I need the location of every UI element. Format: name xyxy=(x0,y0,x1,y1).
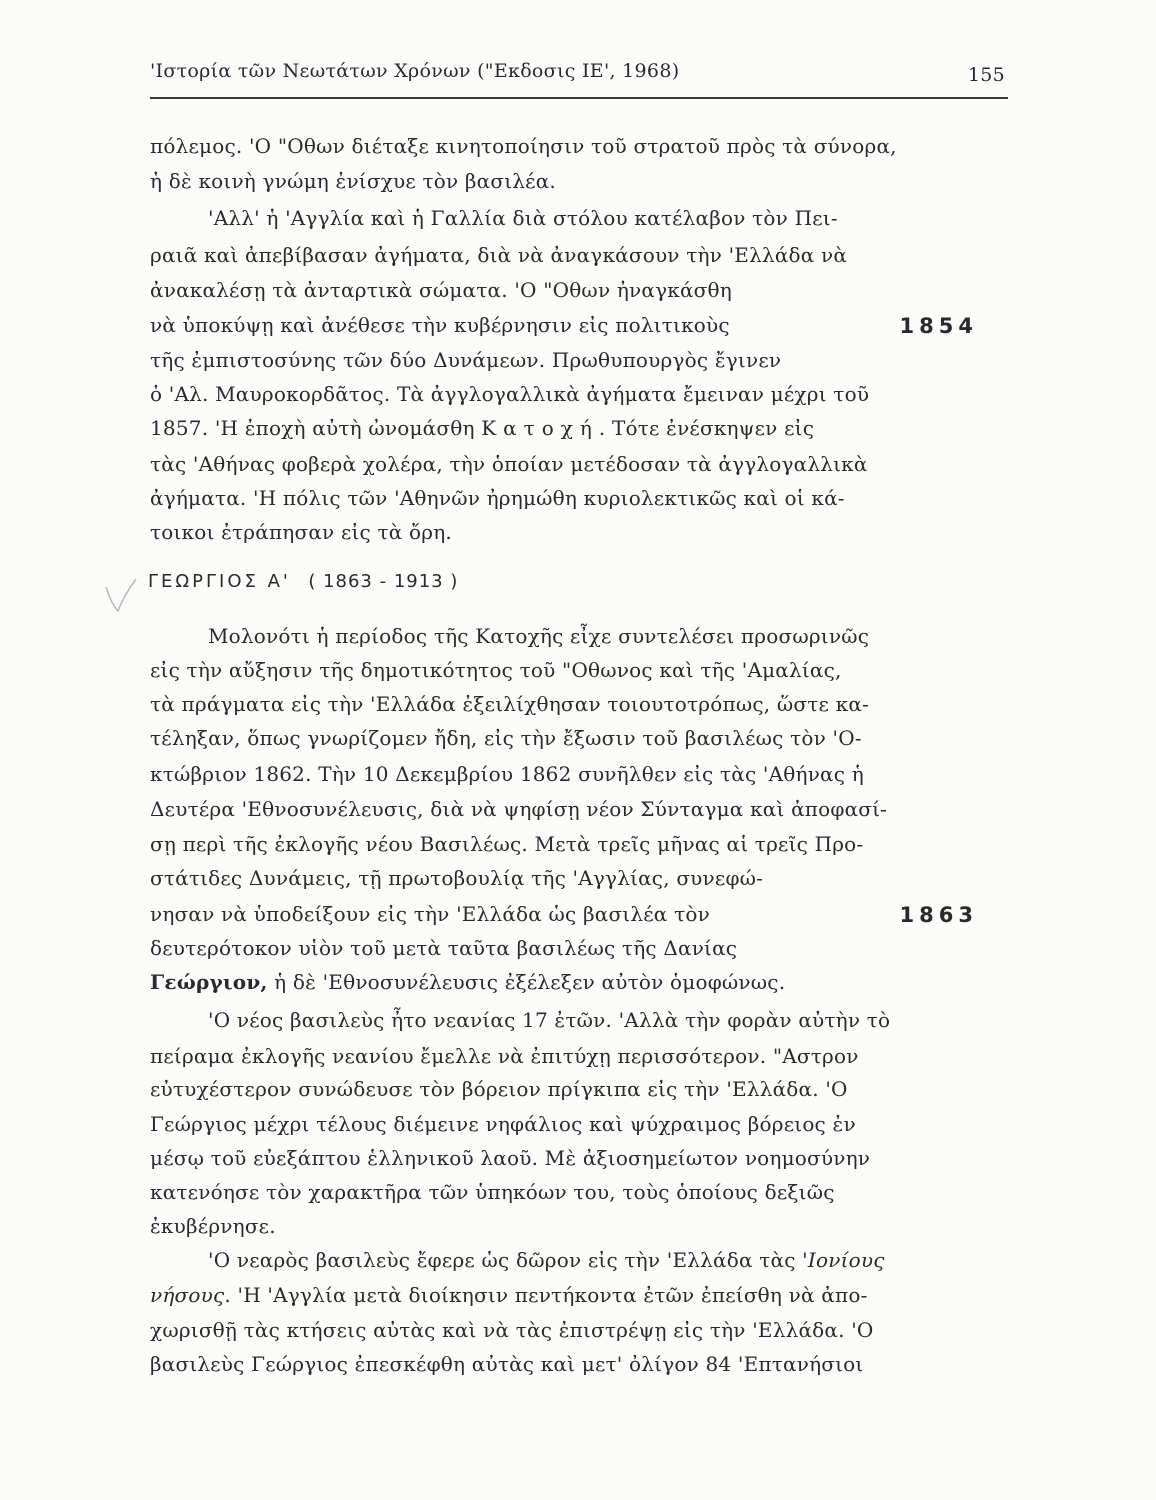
text-line-katoxi xyxy=(150,414,814,442)
pencil-check-mark-icon xyxy=(100,575,140,615)
text-run: 'Ο νεαρὸς βασιλεὺς ἔφερε ὡς δῶρον εἰς τὴν 'Ελλάδα τὰς xyxy=(208,1248,803,1272)
section-heading xyxy=(148,571,458,592)
text-line: νὰ ὑποκύψῃ καὶ ἀνέθεσε τὴν κυβέρνησιν εἰς πολιτικοὺς xyxy=(150,313,730,337)
bold-name-georgion: Γεώργιον, xyxy=(150,970,268,994)
text-run: . Τότε ἐνέσκηψεν εἰς xyxy=(598,416,815,440)
text-line: εὐτυχέστερον συνώδευσε τὸν βόρειον πρίγκιπα εἰς τὴν 'Ελλάδα. 'Ο xyxy=(150,1077,848,1101)
text-line: 'Αλλ' ἡ 'Αγγλία καὶ ἡ Γαλλία διὰ στόλου κατέλαβον τὸν Πει- xyxy=(208,206,838,230)
text-run: ἡ δὲ 'Εθνοσυνέλευσις ἐξέλεξεν αὐτὸν ὁμοφώνως. xyxy=(267,970,786,994)
text-line: εἰς τὴν αὔξησιν τῆς δημοτικότητος τοῦ "Οθωνος καὶ τῆς 'Αμαλίας, xyxy=(150,658,842,682)
section-title: ΓΕΩΡΓΙΟΣ Α' xyxy=(148,571,291,592)
text-line: 'Ο νέος βασιλεὺς ἦτο νεανίας 17 ἐτῶν. 'Αλλὰ τὴν φορὰν αὐτὴν τὸ xyxy=(208,1008,891,1032)
text-run: 1857. 'Η ἐποχὴ αὐτὴ ὠνομάσθη xyxy=(150,416,482,440)
text-line: τοικοι ἐτράπησαν εἰς τὰ ὄρη. xyxy=(150,520,452,544)
text-line: ἡ δὲ κοινὴ γνώμη ἐνίσχυε τὸν βασιλέα. xyxy=(150,169,556,193)
text-line: βασιλεὺς Γεώργιος ἐπεσκέφθη αὐτὰς καὶ μετ' ὀλίγον 84 'Επτανήσιοι xyxy=(150,1352,864,1376)
italic-word-ionious: 'Ιονίους xyxy=(802,1248,885,1272)
text-line: Γεώργιος μέχρι τέλους διέμεινε νηφάλιος καὶ ψύχραιμος βόρειος ἐν xyxy=(150,1112,856,1136)
text-line: κατενόησε τὸν χαρακτῆρα τῶν ὑπηκόων του, τοὺς ὁποίους δεξιῶς xyxy=(150,1180,835,1204)
emphasized-word-katoxi: Κατοχή xyxy=(481,416,599,440)
text-line: σῃ περὶ τῆς ἐκλογῆς νέου Βασιλέως. Μετὰ τρεῖς μῆνας αἱ τρεῖς Προ- xyxy=(150,832,864,856)
page-number: 155 xyxy=(967,64,1005,86)
margin-year-1854: 1854 xyxy=(899,314,978,338)
text-line: Μολονότι ἡ περίοδος τῆς Κατοχῆς εἶχε συντελέσει προσωρινῶς xyxy=(208,624,870,648)
running-head xyxy=(150,60,1005,90)
italic-word-nisous: νήσους xyxy=(150,1283,225,1307)
text-line: τῆς ἐμπιστοσύνης τῶν δύο Δυνάμεων. Πρωθυπουργὸς ἔγινεν xyxy=(150,348,782,372)
text-line: Δευτέρα 'Εθνοσυνέλευσις, διὰ νὰ ψηφίσῃ νέον Σύνταγμα καὶ ἀποφασί- xyxy=(150,797,888,821)
text-line: τὰ πράγματα εἰς τὴν 'Ελλάδα ἐξειλίχθησαν τοιουτοτρόπως, ὥστε κα- xyxy=(150,692,869,716)
text-line: ραιᾶ καὶ ἀπεβίβασαν ἀγήματα, διὰ νὰ ἀναγκάσουν τὴν 'Ελλάδα νὰ xyxy=(150,243,848,267)
text-line: μέσῳ τοῦ εὐεξάπτου ἑλληνικοῦ λαοῦ. Μὲ ἀξιοσημείωτον νοημοσύνην xyxy=(150,1146,871,1170)
running-head-title: 'Ιστορία τῶν Νεωτάτων Χρόνων ("Εκδοσις ΙΕ', 1968) xyxy=(150,60,680,82)
text-line-nisous xyxy=(150,1281,868,1309)
text-line: στάτιδες Δυνάμεις, τῇ πρωτοβουλίᾳ τῆς 'Αγγλίας, συνεφώ- xyxy=(150,866,764,890)
margin-year-1863: 1863 xyxy=(899,903,978,927)
text-line: ἐκυβέρνησε. xyxy=(150,1214,276,1238)
header-rule xyxy=(150,97,1008,99)
text-line: κτώβριον 1862. Τὴν 10 Δεκεμβρίου 1862 συνῆλθεν εἰς τὰς 'Αθήνας ἡ xyxy=(150,762,864,786)
text-line-ionian xyxy=(208,1246,885,1274)
text-line: ἀγήματα. 'Η πόλις τῶν 'Αθηνῶν ἠρημώθη κυριολεκτικῶς καὶ οἱ κά- xyxy=(150,486,845,510)
text-line-georgios xyxy=(150,968,785,996)
text-line: ἀνακαλέσῃ τὰ ἀνταρτικὰ σώματα. 'Ο "Οθων ἠναγκάσθη xyxy=(150,278,732,302)
text-line: ὁ 'Αλ. Μαυροκορδᾶτος. Τὰ ἀγγλογαλλικὰ ἀγήματα ἔμειναν μέχρι τοῦ xyxy=(150,382,870,406)
text-line: τέληξαν, ὅπως γνωρίζομεν ἤδη, εἰς τὴν ἔξωσιν τοῦ βασιλέως τὸν 'Ο- xyxy=(150,726,862,750)
text-line: νησαν νὰ ὑποδείξουν εἰς τὴν 'Ελλάδα ὡς βασιλέα τὸν xyxy=(150,902,710,926)
section-dates: ( 1863 - 1913 ) xyxy=(308,571,459,592)
text-line: τὰς 'Αθήνας φοβερὰ χολέρα, τὴν ὁποίαν μετέδοσαν τὰ ἀγγλογαλλικὰ xyxy=(150,452,868,476)
text-run: . 'Η 'Αγγλία μετὰ διοίκησιν πεντήκοντα ἐτῶν ἐπείσθη νὰ ἀπο- xyxy=(224,1283,868,1307)
text-line: πείραμα ἐκλογῆς νεανίου ἔμελλε νὰ ἐπιτύχῃ περισσότερον. "Αστρον xyxy=(150,1044,859,1068)
text-line: πόλεμος. 'Ο "Οθων διέταξε κινητοποίησιν τοῦ στρατοῦ πρὸς τὰ σύνορα, xyxy=(150,134,897,158)
text-line: χωρισθῇ τὰς κτήσεις αὐτὰς καὶ νὰ τὰς ἐπιστρέψῃ εἰς τὴν 'Ελλάδα. 'Ο xyxy=(150,1318,874,1342)
text-line: δευτερότοκον υἱὸν τοῦ μετὰ ταῦτα βασιλέως τῆς Δανίας xyxy=(150,936,738,960)
